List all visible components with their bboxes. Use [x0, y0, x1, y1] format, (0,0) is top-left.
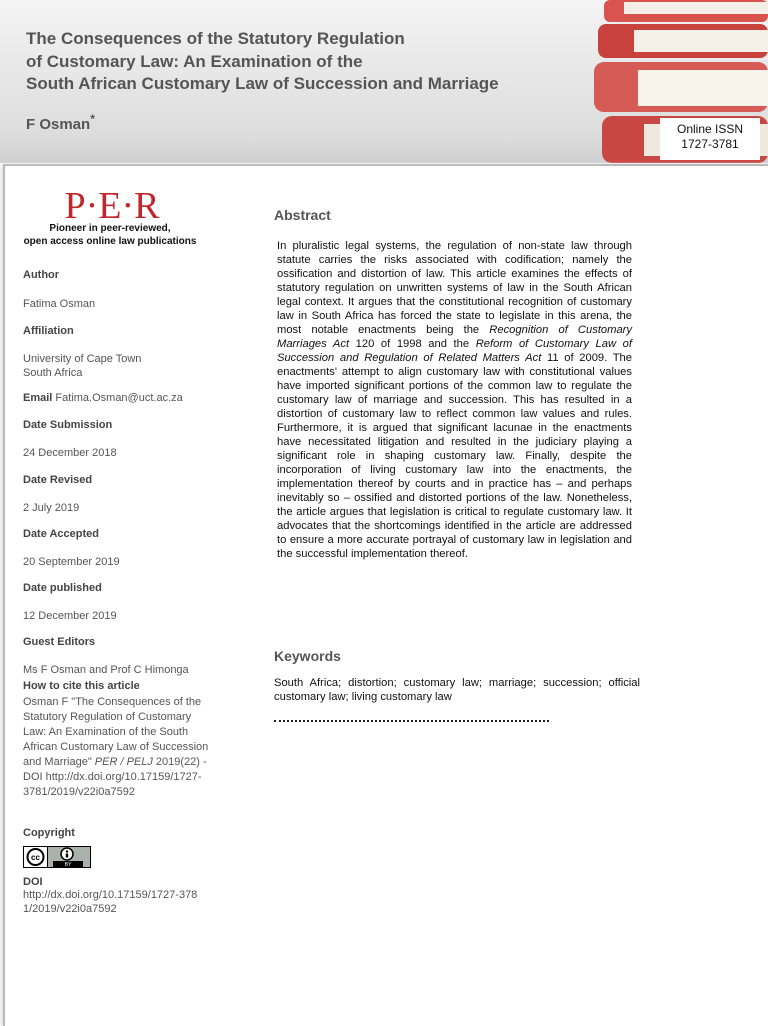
revised-value: 2 July 2019 [23, 502, 80, 514]
revised-label: Date Revised [23, 474, 93, 486]
accepted-value: 20 September 2019 [23, 556, 120, 568]
published-label: Date published [23, 582, 102, 594]
abstract-text: In pluralistic legal systems, the regulation of non-state law through statute carries the risks associated with codification; namely the ossification and distortion of law. This article examines the effects of statutory regulation on unwritten systems of law in the South African legal context. It argues that the constitutional recognition of customary law in South Africa has forced the state to legislate in this arena, the most notable enactments being the Recognition of Customary Marriages Act 120 of 1998 and the Reform of Customary Law of Succession and Regulation of Related Matters Act 11 of 2009. The enactments' attempt to align customary law with constitutional values have imported significant portions of the common law to regulate the customary law of marriage and succession. This has resulted in a distortion of customary law to reflect common law values and rules. Furthermore, it is argued that significant lacunae in the enactments have necessitated litigation and resulted in the judiciary playing a significant role in shaping customary law. Finally, despite the incorporation of living customary law into the enactments, the implementation thereof by courts and in practice has – and perhaps inevitably so – ossified and distorted portions of the law. Nonetheless, the article argues that legislation is critical to regulate customary law. It advocates that the shortcomings identified in the article are addressed to ensure a more accurate portrayal of customary law in legislation and the successful implementation thereof. [277, 240, 633, 560]
email-value[interactable]: Fatima.Osman@uct.ac.za [55, 392, 183, 404]
submission-value: 24 December 2018 [23, 447, 117, 459]
cite-label: How to cite this article [23, 680, 140, 692]
header-author: F Osman* [26, 112, 95, 133]
author-value: Fatima Osman [23, 298, 96, 310]
cc-by-license-icon[interactable] [23, 846, 91, 868]
published-value: 12 December 2019 [23, 610, 117, 622]
author-label: Author [23, 269, 60, 281]
affiliation-value: University of Cape Town South Africa [23, 353, 142, 379]
editors-value: Ms F Osman and Prof C Himonga [23, 664, 189, 676]
affiliation-label: Affiliation [23, 325, 74, 337]
cite-text: Osman F "The Consequences of the Statutory Regulation of Customary Law: An Examination of the South African Customary Law of Succession and Marriage" PER / PELJ 2019(22) - DOI http://dx.doi.org/10.17159/1727-3781/2019/v22i0a7592 [23, 696, 209, 798]
issn-box: Online ISSN 1727-3781 [660, 118, 760, 160]
keywords-heading: Keywords [274, 648, 341, 664]
tagline: Pioneer in peer-reviewed, open access online law publications [23, 223, 197, 247]
doi-value[interactable]: http://dx.doi.org/10.17159/1727-3781/2019/v22i0a7592 [23, 889, 198, 915]
cc-text: cc [31, 853, 40, 862]
dotted-divider [274, 720, 549, 722]
editors-label: Guest Editors [23, 636, 96, 648]
per-logo-text: P·E·R [64, 185, 160, 224]
article-title: The Consequences of the Statutory Regulation of Customary Law: An Examination of the South African Customary Law of Succession and Marriage [26, 29, 499, 93]
doi-label: DOI [23, 876, 43, 888]
by-text: BY [64, 862, 72, 868]
submission-label: Date Submission [23, 419, 113, 431]
per-logo [62, 184, 162, 224]
header-banner [0, 0, 768, 163]
keywords-text: South Africa; distortion; customary law; marriage; succession; official customary law; living customary law [274, 677, 640, 703]
email-label: Email [23, 392, 53, 404]
abstract-heading: Abstract [274, 207, 331, 223]
copyright-label: Copyright [23, 827, 75, 839]
email-row [23, 391, 213, 405]
accepted-label: Date Accepted [23, 528, 100, 540]
